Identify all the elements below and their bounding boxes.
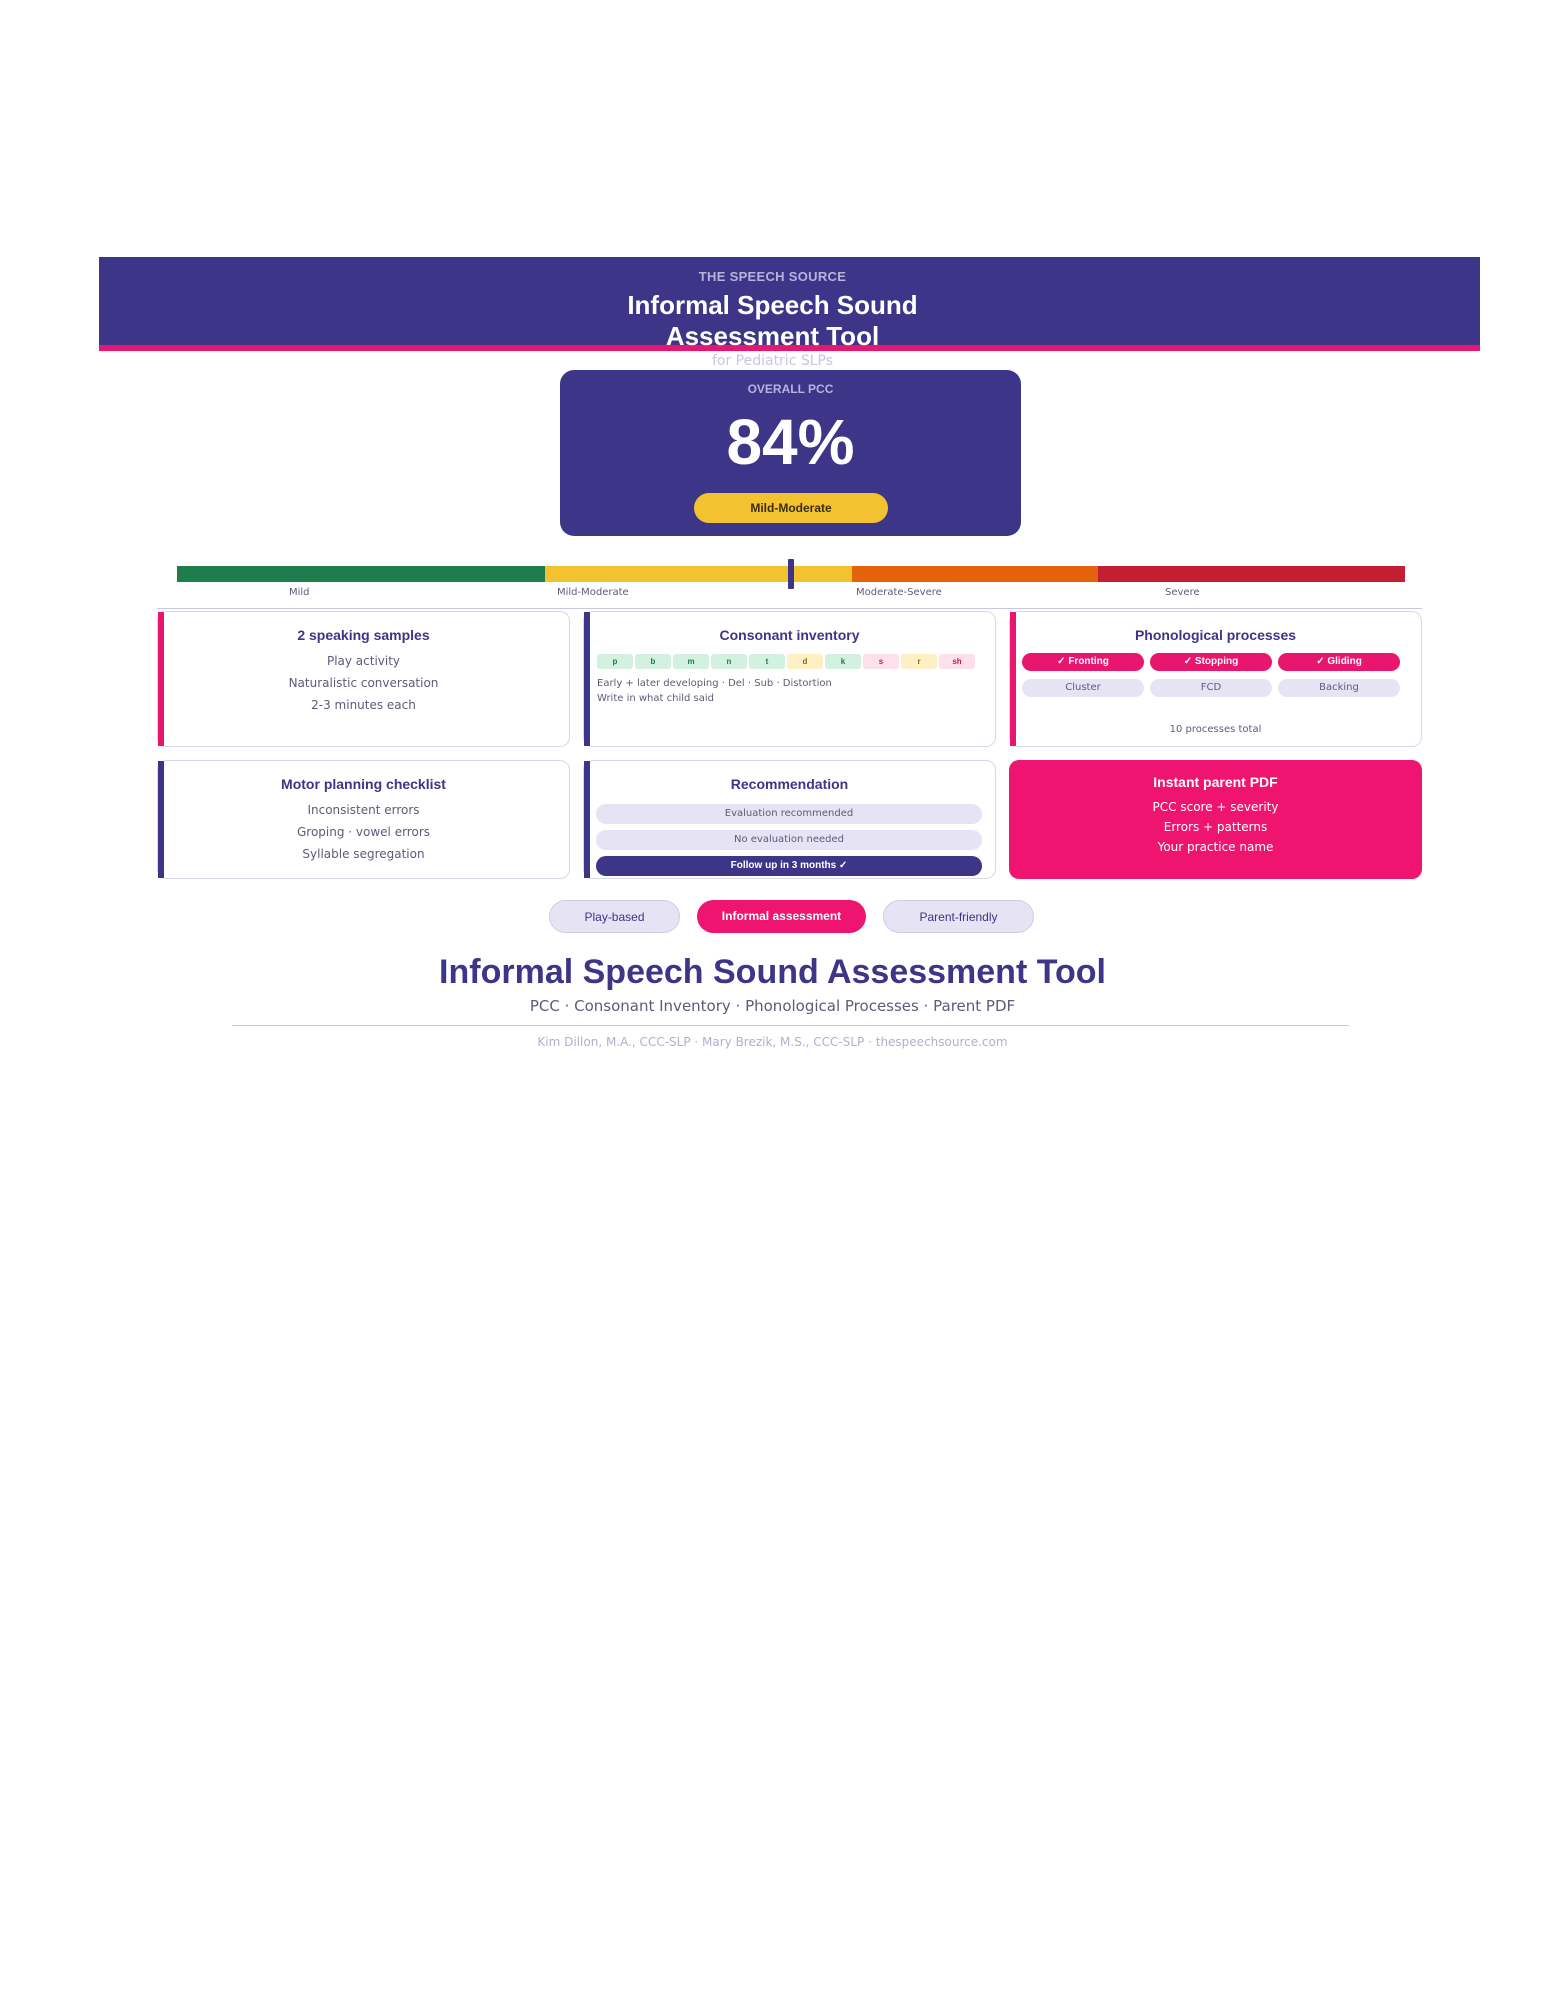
process-pill-cluster: Cluster xyxy=(1022,679,1144,697)
severity-segment-severe xyxy=(1098,566,1405,582)
consonant-tile-m: m xyxy=(673,654,709,669)
tag-informal-assessment: Informal assessment xyxy=(697,900,866,933)
severity-label-mild: Mild xyxy=(289,587,310,598)
consonant-tile-sh: sh xyxy=(939,654,975,669)
consonant-tile-n: n xyxy=(711,654,747,669)
card-speaking-samples xyxy=(157,611,570,747)
card-line: 2-3 minutes each xyxy=(311,698,416,712)
tag-parent-friendly: Parent-friendly xyxy=(883,900,1034,933)
severity-segment-moderate-severe xyxy=(852,566,1098,582)
process-pill-backing: Backing xyxy=(1278,679,1400,697)
card-parent-pdf xyxy=(1009,760,1422,879)
card-line: Errors + patterns xyxy=(1163,820,1268,834)
card-line: Your practice name xyxy=(1157,840,1274,854)
card-line: Groping · vowel errors xyxy=(296,825,431,839)
card-phonological-processes xyxy=(1009,611,1422,747)
severity-segment-mild xyxy=(177,566,545,582)
card-title: Motor planning checklist xyxy=(281,776,446,792)
page-title-line-1: Informal Speech Sound xyxy=(627,290,918,320)
card-line: PCC score + severity xyxy=(1152,800,1279,814)
consonant-tile-s: s xyxy=(863,654,899,669)
consonant-tile-t: t xyxy=(749,654,785,669)
process-pill-fcd: FCD xyxy=(1150,679,1272,697)
process-pill-stopping: ✓ Stopping xyxy=(1150,653,1272,671)
page-title xyxy=(0,290,1545,352)
consonant-tile-b: b xyxy=(635,654,671,669)
severity-badge: Mild-Moderate xyxy=(694,493,888,523)
footer-title: Informal Speech Sound Assessment Tool xyxy=(439,953,1106,991)
page-title-line-2: Assessment Tool xyxy=(665,321,880,351)
check-icon: ✓ xyxy=(1183,656,1193,667)
pcc-label: OVERALL PCC xyxy=(747,382,834,396)
consonant-note: Early + later developing · Del · Sub · Distortion xyxy=(597,678,832,689)
card-title: 2 speaking samples xyxy=(297,627,430,643)
card-title: Phonological processes xyxy=(1134,627,1297,643)
divider xyxy=(157,608,1422,609)
card-title: Recommendation xyxy=(730,776,849,792)
card-line: Inconsistent errors xyxy=(307,803,420,817)
card-line: Syllable segregation xyxy=(302,847,425,861)
consonant-tile-r: r xyxy=(901,654,937,669)
severity-label-mild-moderate: Mild-Moderate xyxy=(557,587,629,598)
footer-credit: Kim Dillon, M.A., CCC-SLP · Mary Brezik, M.S., CCC-SLP · thespeechsource.com xyxy=(537,1035,1008,1049)
recommendation-option-follow-up[interactable]: Follow up in 3 months ✓ xyxy=(596,856,982,876)
tag-play-based: Play-based xyxy=(549,900,680,933)
card-line: Play activity xyxy=(326,654,401,668)
check-icon: ✓ xyxy=(1316,656,1325,667)
consonant-note: Write in what child said xyxy=(597,693,715,704)
severity-label-severe: Severe xyxy=(1165,587,1200,598)
consonant-tile-d: d xyxy=(787,654,823,669)
severity-label-moderate-severe: Moderate-Severe xyxy=(856,587,942,598)
card-title: Instant parent PDF xyxy=(1153,774,1278,790)
recommendation-option-evaluation[interactable]: Evaluation recommended xyxy=(596,804,982,824)
footer-subtitle: PCC · Consonant Inventory · Phonological Processes · Parent PDF xyxy=(529,997,1016,1015)
page-subtitle: for Pediatric SLPs xyxy=(711,353,834,369)
consonant-tile-k: k xyxy=(825,654,861,669)
brand-name: THE SPEECH SOURCE xyxy=(698,269,847,284)
recommendation-option-no-evaluation[interactable]: No evaluation needed xyxy=(596,830,982,850)
divider xyxy=(232,1025,1349,1026)
card-motor-planning xyxy=(157,760,570,879)
check-icon: ✓ xyxy=(1057,656,1066,667)
severity-marker xyxy=(788,559,794,589)
severity-segment-mild-moderate xyxy=(545,566,852,582)
check-icon: ✓ xyxy=(838,860,848,871)
pcc-value: 84% xyxy=(726,406,855,478)
card-title: Consonant inventory xyxy=(719,627,860,643)
process-pill-gliding: ✓ Gliding xyxy=(1278,653,1400,671)
process-total: 10 processes total xyxy=(1169,724,1262,735)
card-line: Naturalistic conversation xyxy=(288,676,439,690)
process-pill-fronting: ✓ Fronting xyxy=(1022,653,1144,671)
card-consonant-inventory xyxy=(583,611,996,747)
consonant-tile-p: p xyxy=(597,654,633,669)
card-recommendation xyxy=(583,760,996,879)
